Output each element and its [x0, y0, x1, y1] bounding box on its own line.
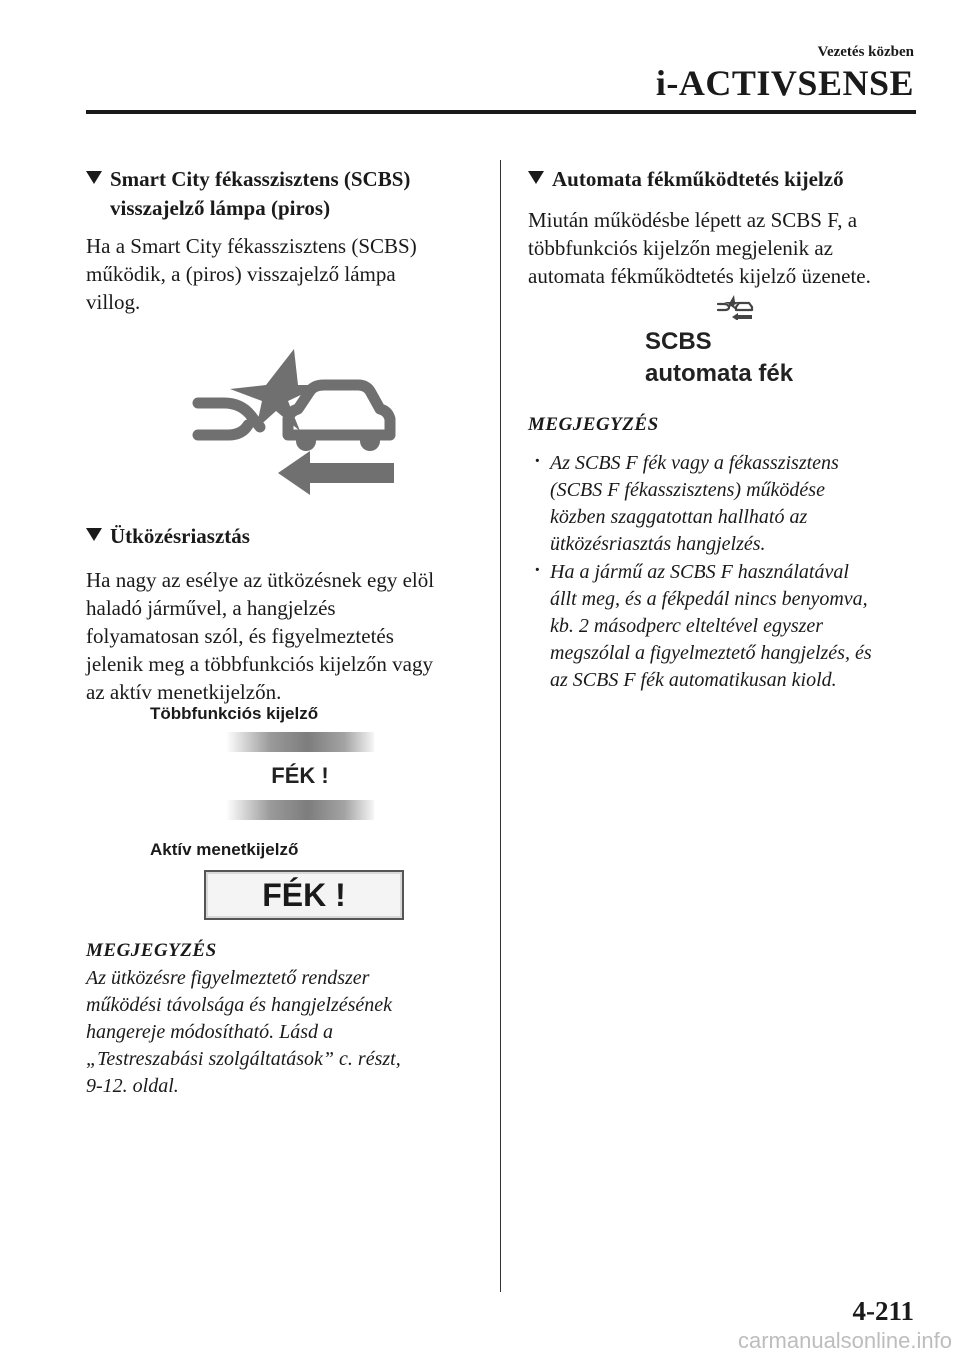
heading-auto-brake — [528, 165, 928, 194]
heading-line: Ütközésriasztás — [110, 524, 250, 548]
note-title: MEGJEGYZÉS — [528, 414, 659, 435]
auto-brake-display — [645, 326, 793, 390]
text-line: Ha a Smart City fékasszisztens (SCBS) — [86, 234, 417, 258]
display-line: SCBS — [645, 328, 712, 355]
text-line: villog. — [86, 290, 141, 314]
multi-display-text: FÉK ! — [271, 763, 329, 788]
display-line: automata fék — [645, 360, 794, 387]
heading-line: visszajelző lámpa (piros) — [110, 196, 331, 220]
triangle-marker-icon — [528, 171, 544, 184]
text-line: állt meg, és a fékpedál nincs benyomva, — [550, 588, 868, 610]
column-divider — [500, 160, 501, 1292]
scbs-small-icon — [716, 294, 756, 320]
active-display-box: FÉK ! — [204, 870, 404, 920]
heading-line: Smart City fékasszisztens (SCBS) — [110, 167, 411, 191]
display-gradient-bar — [226, 800, 374, 820]
text-line: Miután működésbe lépett az SCBS F, a — [528, 208, 858, 232]
note-text — [86, 965, 491, 1100]
scbs-warning-light-icon — [190, 345, 400, 495]
triangle-marker-icon — [86, 528, 102, 541]
text-line: ütközésriasztás hangjelzés. — [550, 533, 766, 555]
display-gradient-bar — [226, 732, 374, 752]
text-line: (SCBS F fékasszisztens) működése — [550, 479, 825, 501]
triangle-marker-icon — [86, 171, 102, 184]
text-line: kb. 2 másodperc elteltével egyszer — [550, 615, 824, 637]
page-number: 4-211 — [852, 1296, 914, 1326]
text-line: közben szaggatottan hallható az — [550, 506, 808, 528]
heading-scbs-indicator — [86, 165, 486, 223]
section-label: Vezetés közben — [817, 44, 914, 60]
text-line: · Ha a jármű az SCBS F használatával — [550, 561, 849, 583]
heading-collision-warning — [86, 522, 486, 551]
list-item — [530, 559, 930, 694]
note-title: MEGJEGYZÉS — [86, 940, 217, 961]
text-line: „Testreszabási szolgáltatások” c. részt, — [86, 1048, 401, 1070]
text-line: Ha nagy az esélye az ütközésnek egy elöl — [86, 568, 435, 592]
header-rule — [86, 110, 916, 114]
text-line: jelenik meg a többfunkciós kijelzőn vagy — [86, 652, 433, 676]
watermark: carmanualsonline.info — [737, 1328, 952, 1353]
text-line: többfunkciós kijelzőn megjelenik az — [528, 236, 833, 260]
paragraph-collision — [86, 566, 491, 706]
text-line: haladó járművel, a hangjelzés — [86, 596, 336, 620]
text-line: megszólal a figyelmeztető hangjelzés, és — [550, 642, 872, 664]
paragraph-scbs — [86, 232, 491, 316]
multi-display-label: Többfunkciós kijelző — [150, 704, 319, 723]
text-line: automata fékműködtetés kijelző üzenete. — [528, 264, 871, 288]
chapter-title: i-ACTIVSENSE — [655, 63, 914, 103]
text-line: hangereje módosítható. Lásd a — [86, 1021, 334, 1043]
list-item — [530, 450, 930, 558]
heading-line: Automata fékműködtetés kijelző — [552, 167, 844, 191]
text-line: 9-12. oldal. — [86, 1075, 179, 1097]
active-display-label: Aktív menetkijelző — [150, 840, 299, 859]
text-line: folyamatosan szól, és figyelmeztetés — [86, 624, 394, 648]
text-line: az aktív menetkijelzőn. — [86, 680, 282, 704]
text-line: Az ütközésre figyelmeztető rendszer — [86, 967, 370, 989]
note-bullets — [530, 450, 930, 695]
text-line: működik, a (piros) visszajelző lámpa — [86, 262, 396, 286]
text-line: az SCBS F fék automatikusan kiold. — [550, 669, 837, 691]
text-line: · Az SCBS F fék vagy a fékasszisztens — [550, 452, 839, 474]
text-line: működési távolsága és hangjelzésének — [86, 994, 393, 1016]
multi-display-graphic — [226, 732, 374, 820]
paragraph-auto-brake — [528, 206, 933, 290]
